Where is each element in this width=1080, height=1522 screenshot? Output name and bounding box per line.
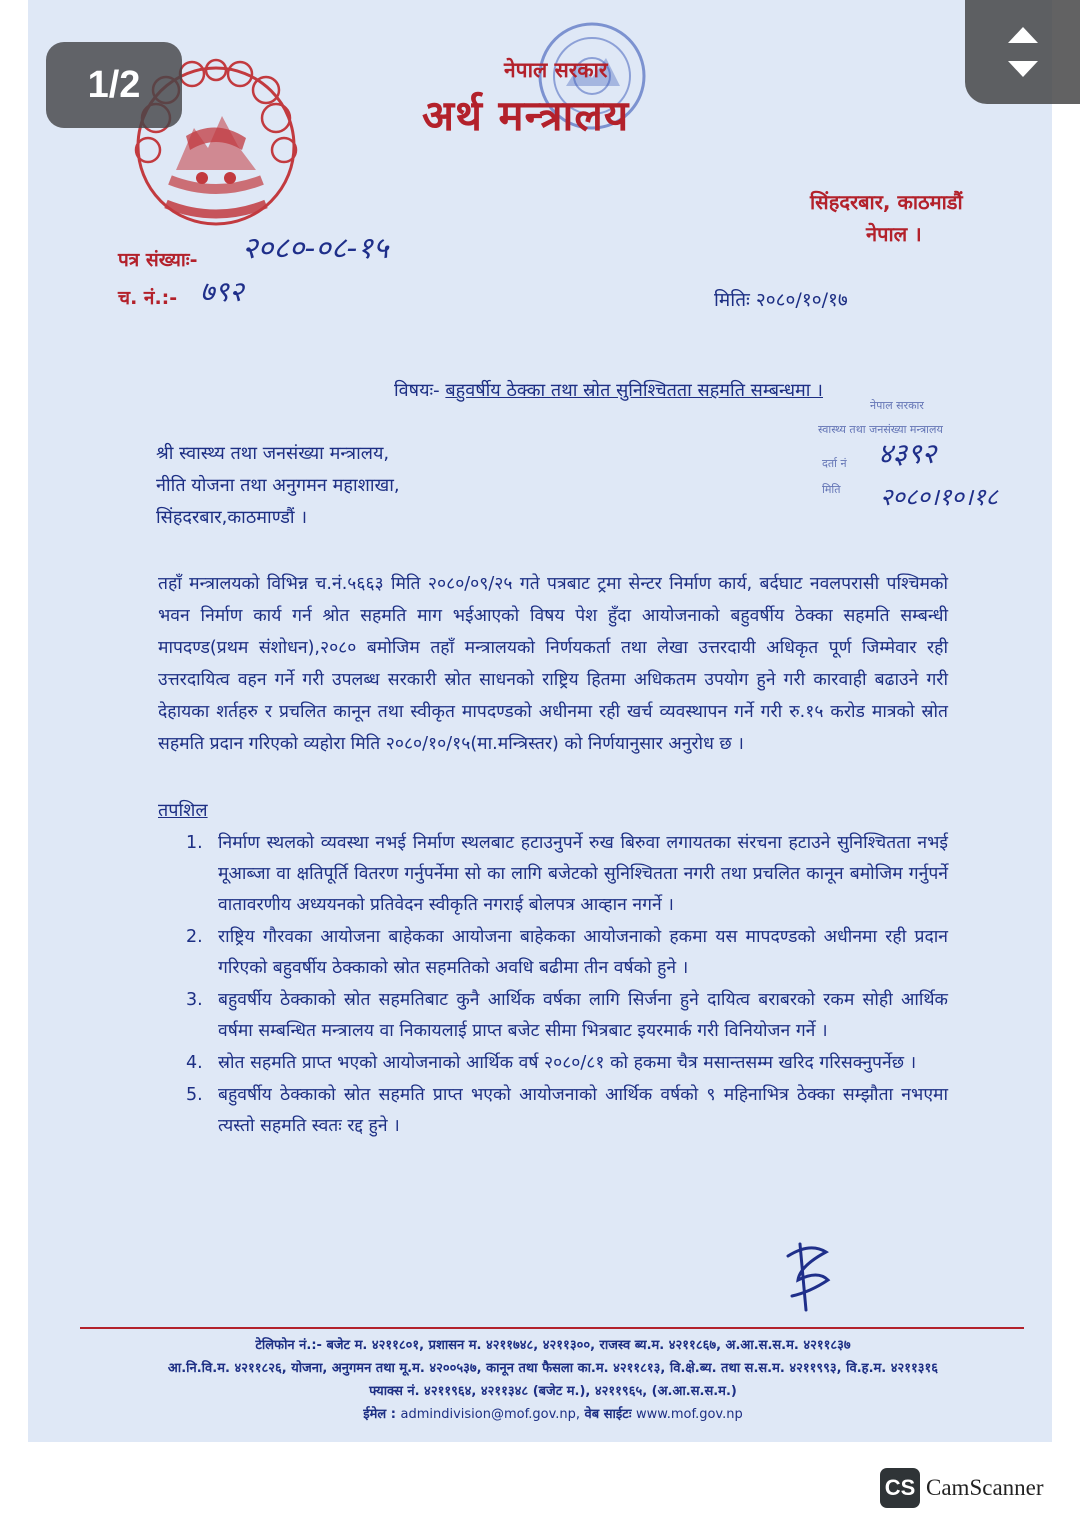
subject-line [394,378,823,402]
condition-item [178,828,948,921]
page-indicator: 1/2 [46,42,182,128]
stamp-ministry: स्वास्थ्य तथा जनसंख्या मन्त्रालय [818,423,943,436]
government-name: नेपाल सरकार [504,58,608,82]
condition-item [178,922,948,984]
footer-phone-line: टेलिफोन नं.:- बजेट म. ४२११८०१, प्रशासन म. ४२११७४८, ४२११३००, राजस्व ब्य.म. ४२११८६७, अ.आ.स.स.म. ४२११८३७ [255,1338,851,1353]
camscanner-watermark [880,1466,1044,1510]
body-paragraph: तहाँ मन्त्रालयको विभिन्न च.नं.५६६३ मिति २०८०/०९/२५ गते पत्रबाट ट्रमा सेन्टर निर्माण कार्य, बर्दघाट नवलपरासी पश्चिमको भवन निर्माण कार्य गर्न श्रोत सहमति माग भईआएको विषय पेश हुँदा आयोजनाको बहुवर्षीय ठेक्का सहमति सम्बन्धी मापदण्ड(प्रथम संशोधन),२०८० बमोजिम तहाँ मन्त्रालयको निर्णयकर्ता तथा लेखा उत्तरदायी अधिकृत पूर्ण जिम्मेवार रही उत्तरदायित्व वहन गर्ने गरी उपलब्ध सरकारी स्रोत साधनको राष्ट्रिय हितमा अधिकतम उपयोग हुने गरी कारवाही बढाउने गरी देहायका शर्तहरु र प्रचलित कानून तथा स्वीकृत मापदण्डको अधीनमा रही खर्च व्यवस्थापन गर्ने गरी रु.१५ करोड मात्रको स्रोत सहमति प्रदान गरिएको व्यहोरा मिति २०८०/१०/१५(मा.मन्त्रिस्तर) को निर्णयानुसार अनुरोध छ । [158,574,948,754]
footer-contact-line [68,1403,1038,1426]
condition-text: बहुवर्षीय ठेक्काको स्रोत सहमतिबाट कुनै आर्थिक वर्षका लागि सिर्जना हुने दायित्व बराबरको रकम सोही आर्थिक वर्षमा सम्बन्धित मन्त्रालय वा निकायलाई प्राप्त बजेट सीमा भित्रबाट इयरमार्क गरी विनियोजन गर्ने । [218,990,948,1041]
office-address: सिंहदरबार, काठमाडौं [810,190,963,214]
condition-number: 1. [186,833,203,853]
email-label: ईमेल : [363,1407,396,1422]
signature-icon [770,1236,850,1316]
camscanner-brand: CamScanner [926,1475,1044,1500]
footer-phone-line: आ.नि.वि.म. ४२११८२६, योजना, अनुगमन तथा मू.म. ४२००५३७, कानून तथा फैसला का.म. ४२११८१३, वि.क्षे.ब्य. तथा स.स.म. ४२११९९३, वि.ह.म. ४२११३१६ [167,1361,939,1376]
subject-text: बहुवर्षीय ठेक्का तथा स्रोत सुनिश्चितता सहमति सम्बन्धमा । [445,380,823,401]
stamp-date-value: २०८०।१०।१८ [880,483,999,511]
dispatch-number-value: ७९२ [200,275,244,308]
received-stamp [814,398,1052,528]
condition-item [178,1048,948,1079]
email-link[interactable]: admindivision@mof.gov.np, [400,1407,581,1422]
footer-fax-line: फ्याक्स नं. ४२११९६४, ४२११३४८ (बजेट म.), ४२११९६५, (अ.आ.स.स.म.) [369,1384,737,1399]
condition-text: बहुवर्षीय ठेक्काको स्रोत सहमति प्राप्त भएको आयोजनाको आर्थिक वर्षको ९ महिनाभित्र ठेक्का सम्झौता नभएमा त्यस्तो सहमति स्वतः रद्द हुने । [218,1085,948,1136]
condition-number: 4. [186,1053,203,1073]
condition-item [178,985,948,1047]
conditions-list [178,828,948,1143]
ministry-name: अर्थ मन्त्रालय [422,91,630,140]
dispatch-number-label: च. नं.:- [118,287,178,309]
office-country: नेपाल । [866,222,922,246]
condition-item [178,1080,948,1142]
chevron-up-icon[interactable] [1006,25,1040,45]
subject-label: विषयः- [394,380,440,401]
camscanner-logo-icon: CS [880,1468,920,1508]
condition-number: 3. [186,990,203,1010]
schedule-heading: तपशिल [158,800,208,821]
footer-divider [80,1327,1024,1329]
addressee-line: नीति योजना तथा अनुगमन महाशाखा, [156,475,400,496]
stamp-office: नेपाल सरकार [870,399,924,412]
stamp-reg-label: दर्ता नं [822,457,847,470]
page-scroll-control[interactable] [965,0,1080,104]
letter-footer [68,1334,1038,1426]
chevron-down-icon[interactable] [1006,59,1040,79]
condition-text: राष्ट्रिय गौरवका आयोजना बाहेकका आयोजना बाहेकका आयोजनाको हकमा यस मापदण्डको अधीनमा रही प्रदान गरिएको बहुवर्षीय ठेक्काको स्रोत सहमतिको अवधि बढीमा तीन वर्षको हुने । [218,927,948,978]
web-label: वेब साईटः [584,1407,632,1422]
addressee-line: सिंहदरबार,काठमाण्डौं । [156,507,308,528]
addressee-line: श्री स्वास्थ्य तथा जनसंख्या मन्त्रालय, [156,443,390,464]
stamp-reg-number: ४३९२ [878,437,937,470]
condition-text: निर्माण स्थलको व्यवस्था नभई निर्माण स्थलबाट हटाउनुपर्ने रुख बिरुवा लगायतका संरचना हटाउने सुनिश्चितता नभई मूआब्जा वा क्षतिपूर्ति वितरण गर्नुपर्नेमा सो का लागि बजेटको सुनिश्चितता नगरी तथा प्रचलित कानून बमोजिम गर्नुपर्ने वातावरणीय अध्ययनको प्रतिवेदन स्वीकृति नगराई बोलपत्र आव्हान नगर्ने । [218,833,948,915]
condition-number: 5. [186,1085,203,1105]
stamp-date-label: मिति [822,483,841,496]
letter-date: मितिः २०८०/१०/१७ [714,289,848,311]
condition-number: 2. [186,927,203,947]
letter-number-label: पत्र संख्याः- [118,249,198,271]
scanned-letter-page [28,0,1052,1442]
addressee-block [156,438,400,534]
letter-number-value: २०८०-०८-१५ [242,231,389,266]
condition-text: स्रोत सहमति प्राप्त भएको आयोजनाको आर्थिक वर्ष २०८०/८१ को हकमा चैत्र मसान्तसम्म खरिद गरिसक्नुपर्नेछ । [218,1053,917,1073]
website-link[interactable]: www.mof.gov.np [635,1407,743,1422]
